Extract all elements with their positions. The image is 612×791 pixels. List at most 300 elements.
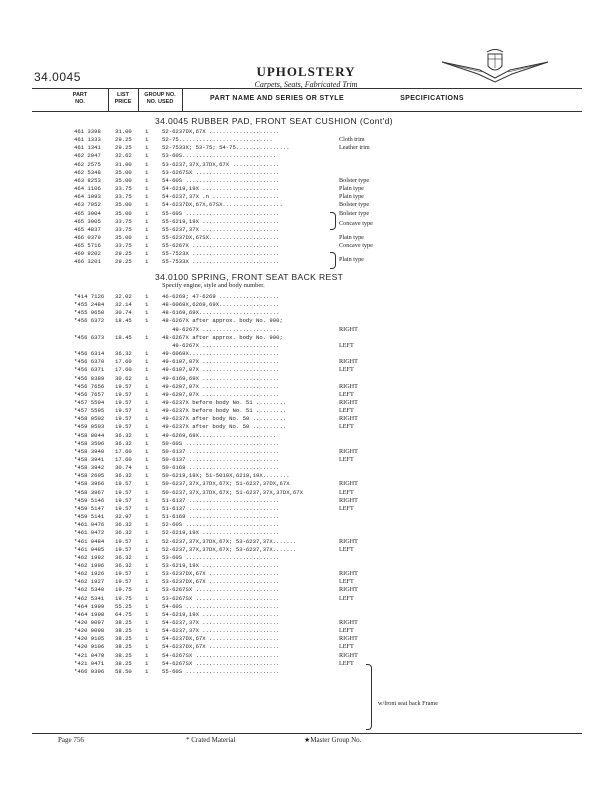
part-name: 55-7533X .......................... <box>162 258 280 266</box>
table-row <box>0 366 612 374</box>
page-title: UPHOLSTERY <box>256 64 356 79</box>
part-name: 54-6237,37X ....................... <box>162 619 280 626</box>
part-name: 49-6237X after body No. 50 .......... <box>162 423 287 431</box>
specification: Plain type <box>339 185 364 193</box>
group-count: 1 <box>145 374 149 382</box>
specification: RIGHT <box>339 358 358 366</box>
part-number: *420 9098 <box>74 627 105 635</box>
table-row <box>0 521 612 529</box>
col-part-name: PART NAME AND SERIES OR STYLE <box>209 95 345 102</box>
part-number: *455 2484 <box>74 301 105 309</box>
list-price: 36.32 <box>115 521 132 529</box>
group-count: 1 <box>145 659 149 667</box>
group-count: 1 <box>145 293 149 300</box>
brace-concave-label: Concave type <box>339 220 373 227</box>
table-row <box>0 472 612 480</box>
part-number: 469 9202 <box>74 250 101 258</box>
list-price: 33.75 <box>115 185 132 193</box>
part-name: 54-6237,37X ....................... <box>162 627 280 635</box>
group-count: 1 <box>145 176 149 184</box>
specification: LEFT <box>339 545 354 553</box>
list-price: 19.57 <box>115 415 132 423</box>
table-row <box>0 375 612 383</box>
table-row <box>0 177 612 185</box>
part-name: 55-6267X .......................... <box>162 242 280 250</box>
table-row <box>0 415 612 423</box>
group-count: 1 <box>145 415 149 423</box>
group-count: 1 <box>145 513 149 521</box>
table-row <box>0 128 612 136</box>
specification: RIGHT <box>339 570 358 578</box>
specification: LEFT <box>339 488 354 496</box>
group-count: 1 <box>145 667 149 675</box>
part-name: 53-6237DX,67X ..................... <box>162 578 280 586</box>
group-count: 1 <box>145 431 149 439</box>
table-row <box>0 538 612 546</box>
brace-frame-note: w/front seat back Frame <box>378 700 438 707</box>
part-name: 46-6269; 47-6269 .................. <box>162 293 280 300</box>
list-price: 32.62 <box>115 152 132 160</box>
table-row <box>0 358 612 366</box>
part-name: 53-6267SX ......................... <box>162 594 280 602</box>
group-count: 1 <box>145 366 149 374</box>
list-price: 19.57 <box>115 480 132 488</box>
list-price: 36.32 <box>115 472 132 480</box>
part-number: 462 2047 <box>74 152 101 160</box>
table-row <box>0 309 612 317</box>
list-price: 19.57 <box>115 382 132 390</box>
part-number: *458 3940 <box>74 447 105 455</box>
group-count: 1 <box>145 447 149 455</box>
specification: RIGHT <box>339 398 358 406</box>
part-name: 52-60S ............................ <box>162 521 280 529</box>
col-list-label: LIST <box>117 92 129 98</box>
specification: LEFT <box>339 456 354 463</box>
table-row <box>0 464 612 472</box>
group-count: 1 <box>145 553 149 561</box>
group-count: 1 <box>145 317 149 325</box>
table-row <box>0 619 612 627</box>
part-number: *456 6373 <box>74 333 105 341</box>
part-number: *458 2605 <box>74 472 105 480</box>
part-name: 55-60S ............................ <box>162 667 280 675</box>
part-number: *421 0471 <box>74 659 105 667</box>
group-count: 1 <box>145 561 149 569</box>
specification: LEFT <box>339 504 354 512</box>
specification: RIGHT <box>339 619 358 626</box>
list-price: 36.32 <box>115 439 132 447</box>
part-number: *459 0503 <box>74 423 105 431</box>
footer-master-note: ★Master Group No. <box>304 736 362 744</box>
table-row <box>0 635 612 643</box>
list-price: 19.57 <box>115 423 132 431</box>
table-row <box>0 489 612 497</box>
list-price: 19.57 <box>115 390 132 398</box>
group-count: 1 <box>145 382 149 390</box>
group-count: 1 <box>145 242 149 250</box>
specification: Plain type <box>339 193 364 201</box>
table-row <box>0 152 612 160</box>
col-part-no <box>58 92 102 106</box>
list-price: 29.25 <box>115 144 132 152</box>
table-row <box>0 218 612 226</box>
group-count: 1 <box>145 423 149 431</box>
specification: Cloth trim <box>339 136 365 144</box>
group-count: 1 <box>145 398 149 406</box>
part-name: 52-6219,19X ....................... <box>162 529 280 537</box>
part-number: 465 4837 <box>74 225 101 233</box>
list-price: 36.32 <box>115 431 132 439</box>
part-number: *462 1926 <box>74 570 105 578</box>
part-name: 53-60S ............................ <box>162 553 280 561</box>
col-specifications: SPECIFICATIONS <box>400 95 464 102</box>
part-name: 54-60S ............................ <box>162 176 280 184</box>
part-name: 49-6169,69X ....................... <box>162 374 280 382</box>
list-price: 29.25 <box>115 136 132 144</box>
part-name: 54-6237,37X .n .................... <box>162 193 280 201</box>
part-name: 48-6267X after approx. body No. 900; <box>162 333 283 341</box>
group-count: 1 <box>145 521 149 529</box>
part-number: *458 3967 <box>74 488 105 496</box>
list-price: 35.00 <box>115 201 132 209</box>
part-number: *456 6371 <box>74 366 105 374</box>
part-name: 54-6267SX ......................... <box>162 659 280 667</box>
part-name: 49-6267X ....................... <box>162 341 280 349</box>
part-name: 51-6169 ........................... <box>162 513 280 521</box>
table-row <box>0 250 612 258</box>
table-row <box>0 201 612 209</box>
group-count: 1 <box>145 128 149 135</box>
part-number: *456 6314 <box>74 350 105 358</box>
specification: LEFT <box>339 407 354 415</box>
table-row <box>0 652 612 660</box>
part-number: *420 9105 <box>74 635 105 643</box>
list-price: 19.57 <box>115 407 132 415</box>
part-number: *461 0476 <box>74 521 105 529</box>
part-number: *457 5595 <box>74 407 105 415</box>
part-number: *458 3941 <box>74 456 105 463</box>
part-name: 50-60S ............................ <box>162 439 280 447</box>
group-count: 1 <box>145 602 149 610</box>
part-number: *420 9097 <box>74 619 105 626</box>
group-count: 1 <box>145 250 149 258</box>
table-row <box>0 193 612 201</box>
list-price: 64.75 <box>115 610 132 618</box>
table-row <box>0 570 612 578</box>
specification: RIGHT <box>339 635 358 643</box>
col-price-label: PRICE <box>114 99 132 105</box>
part-name: 50-6137 ........................... <box>162 456 280 463</box>
specification: LEFT <box>339 594 354 602</box>
group-count: 1 <box>145 651 149 659</box>
list-price: 32.02 <box>115 293 132 300</box>
group-count: 1 <box>145 529 149 537</box>
part-number: 461 1333 <box>74 136 101 144</box>
part-number: *462 1927 <box>74 578 105 586</box>
group-count: 1 <box>145 209 149 217</box>
table-row <box>0 440 612 448</box>
specification: LEFT <box>339 366 354 374</box>
list-price: 38.25 <box>115 643 132 651</box>
part-number: *420 9106 <box>74 643 105 651</box>
specification: LEFT <box>339 659 354 667</box>
list-price: 19.57 <box>115 496 132 504</box>
part-name: 49-6207,07X ....................... <box>162 390 280 398</box>
group-count: 1 <box>145 193 149 201</box>
part-number: 463 8253 <box>74 176 101 184</box>
list-price: 31.00 <box>115 128 132 135</box>
list-price: 19.57 <box>115 545 132 553</box>
part-number: *458 0502 <box>74 415 105 423</box>
list-price: 33.75 <box>115 217 132 225</box>
table-row <box>0 334 612 342</box>
table-row <box>0 399 612 407</box>
list-price: 30.74 <box>115 464 132 472</box>
part-name: 51-6137 ........................... <box>162 496 280 504</box>
group-count: 1 <box>145 537 149 545</box>
part-number: *456 6372 <box>74 317 105 325</box>
part-name: 53-60S............................ <box>162 152 277 160</box>
part-number: *421 0470 <box>74 651 105 659</box>
table-row <box>0 350 612 358</box>
page-subtitle: Carpets, Seats, Fabricated Trim <box>254 80 358 89</box>
table-row <box>0 326 612 334</box>
specification: RIGHT <box>339 415 358 423</box>
section2-title: 34.0100 SPRING, FRONT SEAT BACK REST <box>155 272 344 282</box>
group-count: 1 <box>145 578 149 586</box>
group-count: 1 <box>145 407 149 415</box>
group-count: 1 <box>145 160 149 168</box>
part-name: 49-6237X before body No. 51 ......... <box>162 407 287 415</box>
part-name: 52-7533X; 53-75; 54-75................ <box>162 144 290 152</box>
group-count: 1 <box>145 333 149 341</box>
list-price: 19.57 <box>115 398 132 406</box>
group-count: 1 <box>145 610 149 618</box>
part-name: 49-6107,07X ....................... <box>162 358 280 366</box>
part-name: 54-6219,19X ....................... <box>162 610 280 618</box>
list-price: 31.00 <box>115 160 132 168</box>
list-price: 29.25 <box>115 258 132 266</box>
group-count: 1 <box>145 586 149 594</box>
specification: RIGHT <box>339 537 358 545</box>
group-count: 1 <box>145 258 149 266</box>
part-number: *458 3942 <box>74 464 105 472</box>
list-price: 17.60 <box>115 456 132 463</box>
table-row <box>0 578 612 586</box>
list-price: 19.57 <box>115 488 132 496</box>
part-number: 464 1093 <box>74 193 101 201</box>
group-count: 1 <box>145 152 149 160</box>
table-row <box>0 317 612 325</box>
part-name: 53-6237DX,67X ..................... <box>162 570 280 578</box>
part-name: 55-7523X .......................... <box>162 250 280 258</box>
list-price: 38.25 <box>115 635 132 643</box>
col-used-label: NO. USED <box>146 99 174 105</box>
table-row <box>0 391 612 399</box>
part-number: *462 5340 <box>74 586 105 594</box>
list-price: 36.32 <box>115 529 132 537</box>
col-no-label: NO. <box>75 99 85 105</box>
table-row <box>0 562 612 570</box>
specification: Plain type <box>339 233 364 241</box>
part-number: 466 0379 <box>74 233 101 241</box>
list-price: 29.25 <box>115 250 132 258</box>
part-number: *458 3506 <box>74 439 105 447</box>
table-row <box>0 226 612 234</box>
table-row <box>0 480 612 488</box>
col-part-label: PART <box>72 92 88 98</box>
part-name: 48-6169,69X........................ <box>162 309 280 317</box>
specification: Bolster type <box>339 201 370 209</box>
group-count: 1 <box>145 233 149 241</box>
table-row <box>0 668 612 676</box>
part-number: 466 3201 <box>74 258 101 266</box>
group-count: 1 <box>145 168 149 176</box>
part-number: *459 5146 <box>74 496 105 504</box>
group-count: 1 <box>145 570 149 578</box>
part-number: 465 3904 <box>74 209 101 217</box>
specification: Bolster type <box>339 209 370 217</box>
part-number: *459 5147 <box>74 504 105 512</box>
table-row <box>0 383 612 391</box>
part-number: 464 1106 <box>74 185 101 193</box>
part-name: 52-6237DX,67X ..................... <box>162 128 280 135</box>
part-name: 54-60S ............................ <box>162 602 280 610</box>
part-name: 49-6237X after body No. 50 .......... <box>162 415 287 423</box>
table-row <box>0 643 612 651</box>
section-number: 34.0045 <box>34 70 81 84</box>
part-name: 50-6237,37X,37DX,67X; 51-6237,37DX,67X <box>162 480 290 488</box>
list-price: 19.57 <box>115 504 132 512</box>
specification: LEFT <box>339 578 354 586</box>
specification: LEFT <box>339 643 354 651</box>
table-row <box>0 258 612 266</box>
group-count: 1 <box>145 439 149 447</box>
list-price: 17.60 <box>115 366 132 374</box>
table-row <box>0 234 612 242</box>
part-number: *414 7126 <box>74 293 105 300</box>
list-price: 55.25 <box>115 602 132 610</box>
part-number: *456 0389 <box>74 374 105 382</box>
part-name: 53-6267SX ......................... <box>162 586 280 594</box>
specification: LEFT <box>339 627 354 635</box>
table-row <box>0 185 612 193</box>
part-name: 48-6069X,6269,69X.................. <box>162 301 280 309</box>
table-row <box>0 456 612 464</box>
part-number: *461 0485 <box>74 545 105 553</box>
group-count: 1 <box>145 480 149 488</box>
part-number: *457 5594 <box>74 398 105 406</box>
page-number: Page 756 <box>58 736 84 744</box>
table-row <box>0 136 612 144</box>
group-count: 1 <box>145 504 149 512</box>
part-number: *462 1992 <box>74 553 105 561</box>
list-price: 18.45 <box>115 333 132 341</box>
specification: Bolster type <box>339 176 370 184</box>
part-name: 53-6237,37X,37DX,67X .............. <box>162 160 280 168</box>
part-name: 55-6237,37X ....................... <box>162 225 280 233</box>
part-number: *462 1996 <box>74 561 105 569</box>
part-name: 49-6267X ....................... <box>162 325 280 333</box>
list-price: 19.75 <box>115 594 132 602</box>
specification: RIGHT <box>339 496 358 504</box>
table-row <box>0 144 612 152</box>
list-price: 38.25 <box>115 627 132 635</box>
list-price: 58.50 <box>115 667 132 675</box>
table-row <box>0 660 612 668</box>
brace-frame <box>366 664 372 730</box>
list-price: 32.14 <box>115 301 132 309</box>
table-row <box>0 342 612 350</box>
group-count: 1 <box>145 144 149 152</box>
part-number: *459 5141 <box>74 513 105 521</box>
part-name: 55-6237DX,67SX..................... <box>162 233 280 241</box>
list-price: 38.25 <box>115 651 132 659</box>
group-count: 1 <box>145 643 149 651</box>
list-price: 35.00 <box>115 209 132 217</box>
list-price: 17.60 <box>115 447 132 455</box>
list-price: 19.57 <box>115 537 132 545</box>
part-number: *462 5341 <box>74 594 105 602</box>
header-rule-bottom <box>32 111 582 112</box>
table-row <box>0 529 612 537</box>
table-row <box>0 603 612 611</box>
list-price: 17.60 <box>115 358 132 366</box>
part-number: *458 8044 <box>74 431 105 439</box>
table-row <box>0 611 612 619</box>
specification: Leather trim <box>339 144 370 152</box>
specification: LEFT <box>339 423 354 431</box>
group-count: 1 <box>145 594 149 602</box>
table-row <box>0 546 612 554</box>
part-name: 53-6219,19X ....................... <box>162 561 280 569</box>
list-price: 30.62 <box>115 374 132 382</box>
part-name: 52-6237,37X,37DX,67X; 53-6237,37X....... <box>162 537 297 545</box>
section2-subtitle: Specify engine, style and body number. <box>162 282 265 289</box>
col-list-price <box>108 92 138 106</box>
group-count: 1 <box>145 545 149 553</box>
specification: RIGHT <box>339 325 358 333</box>
table-row <box>0 169 612 177</box>
part-name: 51-6137 ........................... <box>162 504 280 512</box>
list-price: 35.00 <box>115 176 132 184</box>
table-row <box>0 210 612 218</box>
part-name: 55-6219,19X ....................... <box>162 217 280 225</box>
group-count: 1 <box>145 201 149 209</box>
group-count: 1 <box>145 627 149 635</box>
table-row <box>0 505 612 513</box>
part-name: 50-6237,37X,37DX,67X; 51-6237,37X,37DX,67X <box>162 488 303 496</box>
specification: RIGHT <box>339 447 358 455</box>
group-count: 1 <box>145 185 149 193</box>
part-name: 50-6219,19X; 51-5019X,6219,19X........ <box>162 472 290 480</box>
part-name: 50-6169 ........................... <box>162 464 280 472</box>
header-rule-top <box>32 88 582 89</box>
part-name: 49-6269,69X........ .............. <box>162 431 277 439</box>
part-number: *464 1998 <box>74 610 105 618</box>
part-number: 465 3905 <box>74 217 101 225</box>
list-price: 36.32 <box>115 561 132 569</box>
part-name: 54-6267SX ......................... <box>162 651 280 659</box>
list-price: 35.00 <box>115 233 132 241</box>
list-price: 19.75 <box>115 586 132 594</box>
specification: LEFT <box>339 341 354 349</box>
part-name: 53-6267SX ......................... <box>162 168 280 176</box>
list-price: 33.75 <box>115 225 132 233</box>
part-number: *456 7656 <box>74 382 105 390</box>
part-number: 465 5716 <box>74 242 101 250</box>
list-price: 30.74 <box>115 309 132 317</box>
